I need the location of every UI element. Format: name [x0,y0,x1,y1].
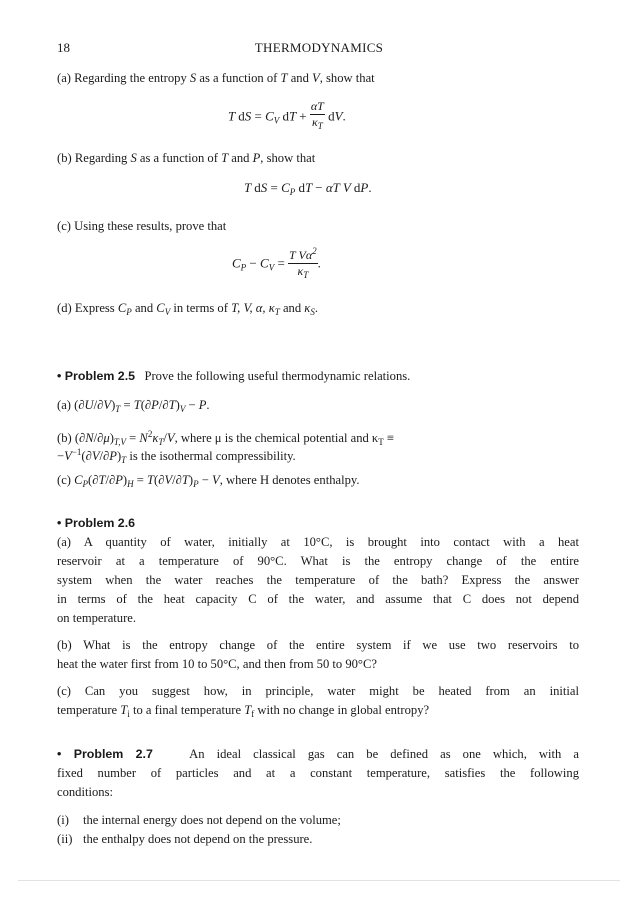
page-header [57,40,581,58]
problem-2-7-line-3: conditions: [57,785,113,799]
page-number: 18 [57,40,70,55]
problem-2-6-label: Problem 2.6 [64,516,136,530]
problem-2-4-part-a: (a) Regarding the entropy S as a function of T and V, show that [57,71,375,85]
problem-2-7-line-1: • Problem 2.7 An ideal classical gas can be defined as one which, with a [57,747,579,761]
problem-2-5-part-a: (a) $(\partial U/\partial V)_T = T(\partial P/\partial T)_V - P$. [57,398,210,414]
problem-2-4-part-d: (d) Express $C_P$ and $C_V$ in terms of T, V, α, $\kappa_T$ and $\kappa_S$. [57,301,318,317]
problem-2-5-part-b-cont: $-V^{-1}(\partial V/\partial P)_T$ is the isothermal compressibility. [57,447,296,465]
problem-2-6-c-line-1: (c) Can you suggest how, in principle, water might be heated from an initial [57,684,579,698]
problem-2-5-part-b: (b) $(\partial N/\partial\mu)_{T,V} = N^2\kappa_T/V$, where μ is the chemical potential and $\kappa_T$ ≡ [57,429,395,447]
problem-2-5-heading: • Problem 2.5 Prove the following useful thermodynamic relations. [57,369,411,383]
footer-divider [18,880,620,881]
problem-2-6-a-line-5: on temperature. [57,611,137,625]
running-title: THERMODYNAMICS [254,40,384,55]
problem-2-5-label: Problem 2.5 [64,369,136,383]
problem-2-5-part-c: (c) $C_P(\partial T/\partial P)_H = T(\partial V/\partial T)_P - V$, where H denotes enthalpy. [57,473,360,489]
problem-2-6-a-line-2: reservoir at a temperature of 90°C. What is the entropy change of the entire [57,554,579,568]
problem-2-7-label: Problem 2.7 [73,747,153,761]
problem-2-7-item-ii: (ii) the enthalpy does not depend on the pressure. [57,832,313,846]
problem-2-6-a-line-3: system when the water reaches the temperature of the bath? Express the answer [57,573,579,587]
problem-2-6-c-line-2: temperature $T_i$ to a final temperature $T_f$ with no change in global entropy? [57,703,430,719]
problem-2-6-a-line-4: in terms of the heat capacity C of the water, and assume that C does not depend [57,592,579,606]
problem-2-6-a-line-1: (a) A quantity of water, initially at 10°C, is brought into contact with a heat [57,535,579,549]
equation-cp-minus-cv: $C_P - C_V$ = $\frac{T V\alpha^2}{\kappa_T}$ . [232,246,321,280]
problem-2-7-item-i: (i) the internal energy does not depend on the volume; [57,813,341,827]
problem-2-4-part-b: (b) Regarding S as a function of T and P, show that [57,151,316,165]
problem-2-7-line-2: fixed number of particles and at a constant temperature, satisfies the following [57,766,579,780]
problem-2-4-part-c: (c) Using these results, prove that [57,219,227,233]
problem-2-6-heading: • Problem 2.6 [57,516,136,530]
problem-2-6-b-line-1: (b) What is the entropy change of the entire system if we use two reservoirs to [57,638,579,652]
equation-tds-cv: T dS = $C_V$ dT + $\frac{\alpha T}{\kappa_T}$ dV. [228,99,346,131]
equation-tds-cp: T dS = $C_P$ dT − αT V dP. [244,180,372,197]
problem-2-6-b-line-2: heat the water first from 10 to 50°C, and then from 50 to 90°C? [57,657,377,671]
